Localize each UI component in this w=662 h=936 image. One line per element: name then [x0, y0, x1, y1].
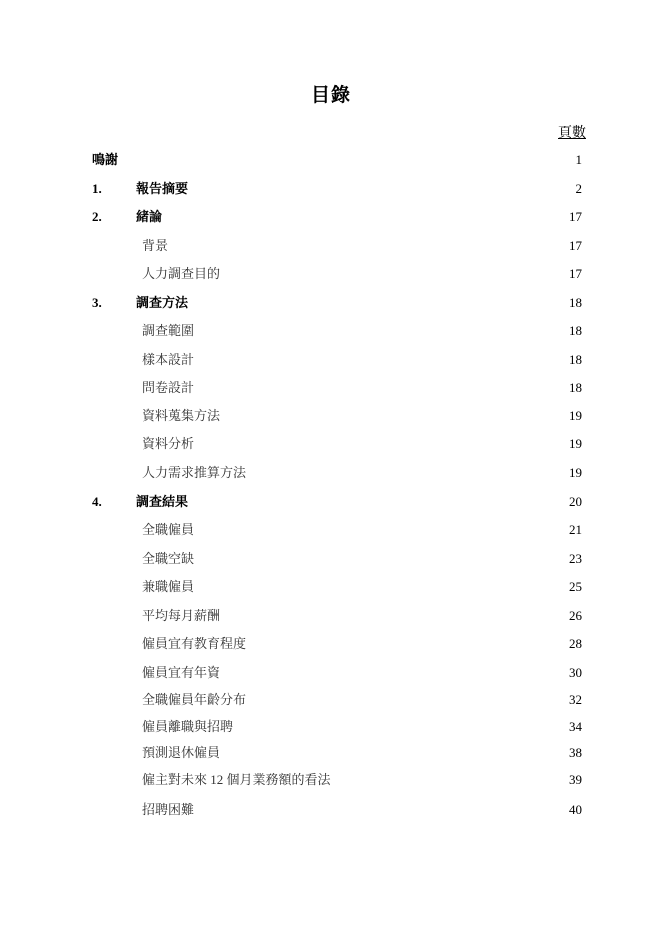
- toc-entry: [0, 717, 662, 737]
- toc-entry-page-number: 19: [569, 408, 582, 423]
- toc-entry-page-number: 19: [569, 436, 582, 451]
- toc-entry: [0, 606, 662, 626]
- toc-entry-page-number: 18: [569, 352, 582, 367]
- toc-entry-label: 全職僱員年齡分布: [142, 692, 247, 707]
- toc-entry: [0, 520, 662, 540]
- toc-entry-page-number: 19: [569, 465, 582, 480]
- toc-entry-label: 樣本設計: [142, 352, 195, 367]
- toc-entry-page-number: 26: [569, 608, 582, 623]
- toc-entry-label: 僱員離職與招聘: [142, 719, 234, 734]
- toc-entry: [0, 207, 662, 227]
- toc-entry-page-number: 39: [569, 772, 582, 787]
- toc-entry: [0, 634, 662, 654]
- toc-entry-label: 僱主對未來 12 個月業務額的看法: [142, 772, 331, 787]
- toc-entry: [0, 770, 662, 790]
- toc-entry-page-number: 34: [569, 719, 582, 734]
- toc-entry-label: 僱員宜有教育程度: [142, 636, 247, 651]
- toc-entry: [0, 321, 662, 341]
- toc-entry-number: 4.: [92, 494, 102, 509]
- toc-entry-page-number: 40: [569, 802, 582, 817]
- toc-entry-page-number: 32: [569, 692, 582, 707]
- toc-entry-page-number: 30: [569, 665, 582, 680]
- toc-entry-label: 人力調查目的: [142, 266, 221, 281]
- toc-entry: [0, 549, 662, 569]
- toc-entry-page-number: 18: [569, 380, 582, 395]
- toc-entry-page-number: 21: [569, 522, 582, 537]
- toc-entry-label: 兼職僱員: [142, 579, 195, 594]
- toc-entry: [0, 463, 662, 483]
- toc-entry: [0, 179, 662, 199]
- toc-entry-page-number: 25: [569, 579, 582, 594]
- toc-entry-page-number: 2: [575, 181, 582, 196]
- page-title: 目錄: [310, 85, 351, 106]
- toc-entry-label: 預測退休僱員: [142, 745, 221, 760]
- toc-entry-page-number: 17: [569, 266, 582, 281]
- toc-entry-page-number: 1: [575, 152, 582, 167]
- toc-entry: [0, 150, 662, 170]
- toc-entry-label: 平均每月薪酬: [142, 608, 221, 623]
- toc-entry-page-number: 18: [569, 323, 582, 338]
- toc-entry-page-number: 18: [569, 295, 582, 310]
- toc-entry-page-number: 23: [569, 551, 582, 566]
- toc-entry: [0, 743, 662, 763]
- toc-entry-page-number: 28: [569, 636, 582, 651]
- toc-entry-label: 全職空缺: [142, 551, 195, 566]
- toc-entry: [0, 378, 662, 398]
- toc-entry-page-number: 17: [569, 238, 582, 253]
- toc-entry: [0, 293, 662, 313]
- toc-entry: [0, 492, 662, 512]
- toc-entry: [0, 350, 662, 370]
- toc-entry-label: 報告摘要: [136, 181, 189, 196]
- toc-entry-label: 調查方法: [136, 295, 189, 310]
- toc-entry-label: 鳴謝: [92, 152, 119, 167]
- toc-entry-label: 問卷設計: [142, 380, 195, 395]
- toc-entry-label: 人力需求推算方法: [142, 465, 247, 480]
- toc-entry-number: 3.: [92, 295, 102, 310]
- page-number-column-header: 頁數: [558, 126, 586, 141]
- toc-entry: [0, 264, 662, 284]
- toc-entry-label: 僱員宜有年資: [142, 665, 221, 680]
- toc-entry-label: 調查範圍: [142, 323, 195, 338]
- toc-entry-label: 背景: [142, 238, 169, 253]
- toc-entry-label: 調查結果: [136, 494, 189, 509]
- toc-entry: [0, 800, 662, 820]
- toc-entry: [0, 406, 662, 426]
- toc-entry-label: 全職僱員: [142, 522, 195, 537]
- toc-entry-number: 1.: [92, 181, 102, 196]
- toc-entry-label: 招聘困難: [142, 802, 195, 817]
- toc-entry-number: 2.: [92, 209, 102, 224]
- toc-entry-page-number: 17: [569, 209, 582, 224]
- toc-entry: [0, 434, 662, 454]
- toc-entry: [0, 577, 662, 597]
- toc-entry: [0, 663, 662, 683]
- toc-entry-label: 緒論: [136, 209, 163, 224]
- toc-entry-page-number: 38: [569, 745, 582, 760]
- toc-entry-label: 資料分析: [142, 436, 195, 451]
- toc-entry: [0, 236, 662, 256]
- toc-entry-label: 資料蒐集方法: [142, 408, 221, 423]
- toc-entry: [0, 690, 662, 710]
- toc-entry-page-number: 20: [569, 494, 582, 509]
